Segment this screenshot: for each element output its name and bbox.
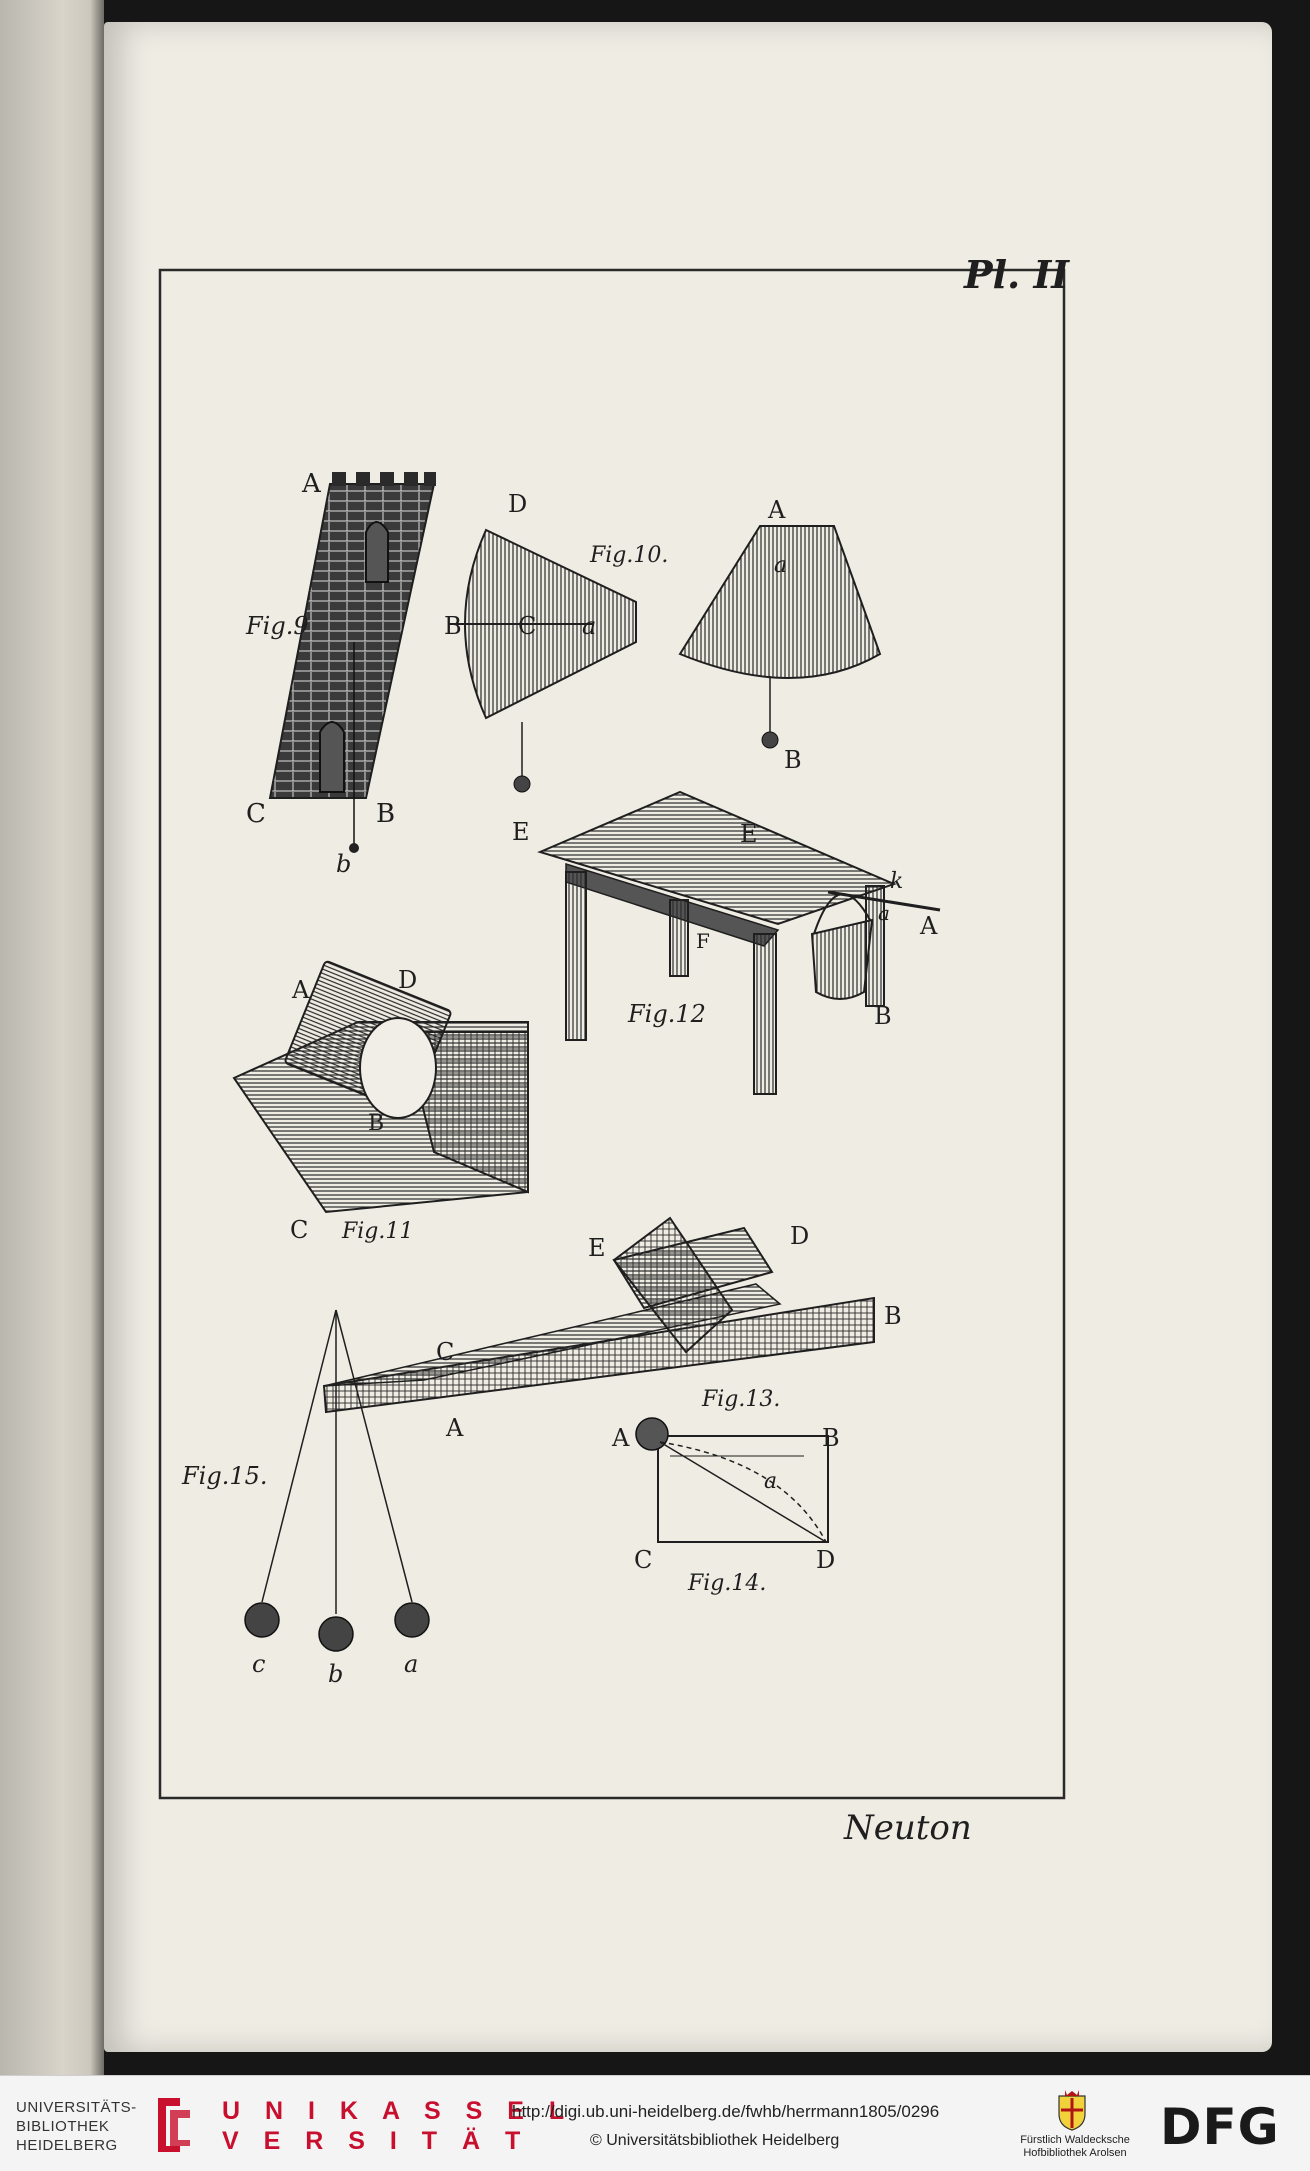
fig11-caption: Fig.11 — [342, 1219, 414, 1244]
fig12-letter-e: E — [740, 820, 758, 848]
fig14-letter-b: B — [822, 1424, 840, 1452]
fig10-letter-e: E — [512, 818, 530, 846]
fig13-letter-a: A — [446, 1414, 464, 1442]
footer-bar — [0, 2075, 1310, 2171]
dfg-logo[interactable]: DFG — [1160, 2098, 1280, 2156]
fig12-letter-f: F — [696, 929, 710, 953]
fig10-letter-c: C — [518, 612, 537, 640]
plate-signature: Neuton — [844, 1808, 972, 1848]
fig11-letter-a: A — [292, 976, 310, 1004]
book-page — [104, 22, 1272, 2052]
fig10-letter-a: a — [582, 612, 597, 640]
fig14-letter-d: D — [816, 1546, 836, 1574]
previous-page-edge — [0, 0, 104, 2075]
fig9-letter-a: A — [302, 469, 321, 499]
coat-of-arms-icon — [1055, 2088, 1089, 2132]
kassel-logo-mark-icon — [150, 2094, 194, 2154]
fig13-letter-b: B — [884, 1302, 902, 1330]
fig10-letter-b: B — [444, 612, 462, 640]
fig11-letter-d: D — [398, 966, 418, 994]
heidelberg-library-logo[interactable]: UNIVERSITÄTS- BIBLIOTHEK HEIDELBERG — [16, 2099, 137, 2154]
fig14-letter-a: A — [612, 1424, 630, 1452]
fig9-tower-drawing — [270, 472, 436, 853]
fig9-letter-b-lower: b — [336, 850, 352, 878]
fig10-caption: Fig.10. — [590, 543, 669, 568]
fig11-letter-b: B — [368, 1111, 385, 1136]
fig15-letter-b: b — [328, 1660, 344, 1688]
fig14-letter-c: C — [634, 1546, 653, 1574]
fig12-letter-k: k — [890, 869, 904, 894]
plate-label: Pl. II — [964, 252, 1070, 297]
kassel-logo[interactable]: U N I K A S S E L V E R S I T Ä T — [222, 2097, 574, 2155]
fig15-letter-c: c — [252, 1650, 266, 1678]
engraved-plate — [104, 22, 1272, 2052]
fig9-letter-b: B — [376, 799, 396, 829]
fig10b-letter-b: B — [784, 746, 802, 774]
fig15-pendulums-drawing — [245, 1310, 429, 1651]
fig10b-letter-a: A — [768, 496, 786, 524]
fig10b-letter-a-lower: a — [774, 553, 788, 578]
fig13-letter-d: D — [790, 1222, 810, 1250]
fig10-letter-d: D — [508, 490, 528, 518]
fig14-letter-a-lower: a — [764, 1469, 778, 1494]
permalink-url[interactable]: http://digi.ub.uni-heidelberg.de/fwhb/herrmann1805/0296 — [512, 2102, 940, 2121]
fig12-letter-a-lower: a — [878, 901, 890, 925]
fig10-sector-drawing — [448, 530, 636, 792]
fig14-caption: Fig.14. — [688, 1571, 767, 1596]
fig13-caption: Fig.13. — [702, 1387, 781, 1412]
fig9-letter-c: C — [246, 799, 266, 829]
fig12-letter-a: A — [920, 912, 938, 940]
fig9-caption: Fig.9 — [246, 612, 309, 640]
fig11-letter-c: C — [290, 1216, 309, 1244]
fig14-rectangle-drawing — [636, 1418, 828, 1542]
arolsen-library-logo[interactable]: Fürstlich Waldecksche Hofbibliothek Arolsen — [1020, 2134, 1130, 2159]
fig11-cylinder-drawing — [234, 961, 528, 1212]
fig13-letter-c: C — [436, 1338, 455, 1366]
fig12-caption: Fig.12 — [628, 1000, 706, 1028]
fig12-letter-b: B — [874, 1002, 892, 1030]
fig15-letter-a: a — [404, 1650, 419, 1678]
fig15-caption: Fig.15. — [182, 1462, 268, 1490]
fig13-letter-e: E — [588, 1234, 606, 1262]
copyright-text: © Universitätsbibliothek Heidelberg — [590, 2132, 840, 2149]
